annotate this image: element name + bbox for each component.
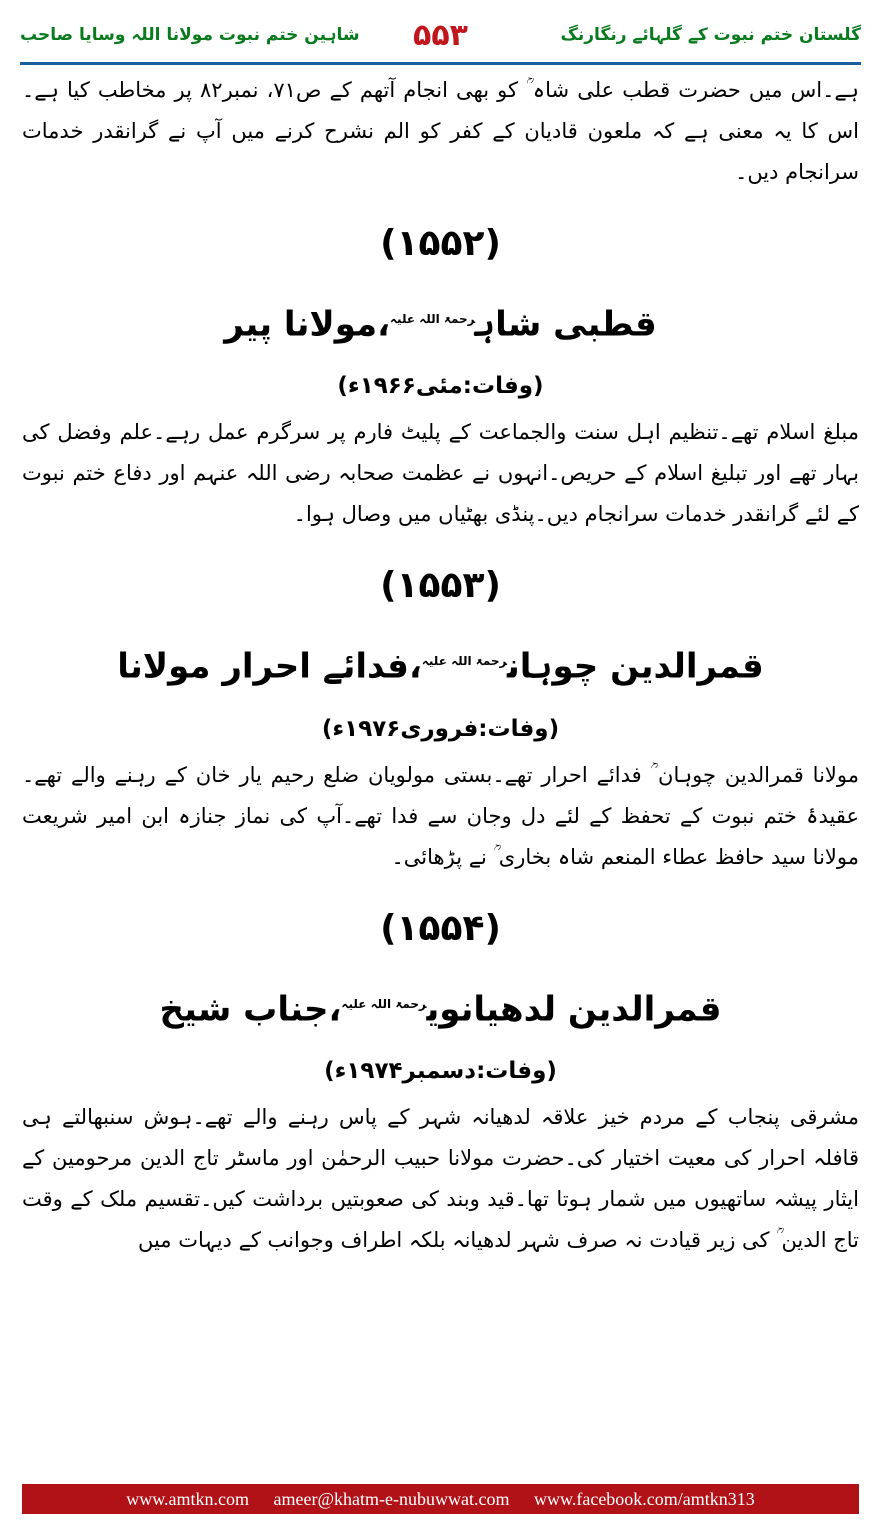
- entry-1554: [22, 906, 859, 1261]
- honorific: رحمۃ اللہ علیہ: [341, 996, 427, 1011]
- entry-number: (۱۵۵۳): [380, 565, 501, 607]
- entry-date: (وفات:مئی۱۹۶۶ء): [337, 373, 544, 400]
- entry-1552: [22, 221, 859, 535]
- page-content: [22, 70, 859, 1261]
- honorific: رحمۃ اللہ علیہ: [421, 654, 507, 669]
- email-link[interactable]: ameer@khatm-e-nubuwwat.com: [273, 1489, 510, 1509]
- entry-text: مبلغ اسلام تھے۔تنظیم اہل سنت والجماعت کے پلیٹ فارم پر سرگرم عمل رہے۔علم وفضل کی بہار تھے اور تبلیغ اسلام کے حریص۔انہوں نے عظمت صحابہ رضی اللہ عنہم اور دفاع ختم نبوت کے لئے گرانقدر خدمات سرانجام دیں۔پنڈی بھٹیاں میں وصال ہوا۔: [22, 420, 859, 527]
- entry-date: (وفات:دسمبر۱۹۷۴ء): [324, 1057, 557, 1084]
- entry-title: [22, 976, 859, 1037]
- page-header: [20, 18, 861, 58]
- facebook-link[interactable]: www.facebook.com/amtkn313: [534, 1489, 755, 1509]
- footer-bar: [22, 1484, 859, 1514]
- entry-name: قمرالدین لدھیانوی: [426, 988, 722, 1029]
- author-title: شاہین ختم نبوت مولانا اللہ وسایا صاحب: [20, 25, 360, 45]
- entry-1553: [22, 563, 859, 877]
- book-title: گلستان ختم نبوت کے گلہائے رنگارنگ: [560, 25, 861, 45]
- entry-number: (۱۵۵۲): [380, 223, 501, 264]
- entry-title-rest: ،مولانا پیر: [224, 304, 391, 345]
- page-number: ۵۵۳: [413, 18, 468, 53]
- entry-name: قطبی شاہ: [475, 304, 657, 345]
- header-divider: [20, 62, 861, 65]
- entry-text: مولانا قمرالدین چوہان ؒ فدائے احرار تھے۔بستی مولویان ضلع رحیم یار خان کے رہنے والے تھے۔عقیدۂ ختم نبوت کے تحفظ کے لئے دل وجان سے فدا تھے۔آپ کی نماز جنازہ ابن امیر شریعت مولانا سید حافظ عطاء المنعم شاہ بخاری ؒ نے پڑھائی۔: [22, 762, 859, 869]
- entry-number: (۱۵۵۴): [380, 907, 501, 949]
- entry-name: قمرالدین چوہان: [506, 646, 764, 687]
- entry-title-rest: ،فدائے احرار مولانا: [117, 646, 422, 687]
- entry-date: (وفات:فروری۱۹۷۶ء): [321, 715, 560, 742]
- entry-text: مشرقی پنجاب کے مردم خیز علاقہ لدھیانہ شہر کے پاس رہنے والے تھے۔ہوش سنبھالتے ہی قافلہ احرار کی معیت اختیار کی۔حضرت مولانا حبیب الرحمٰن اور ماسٹر تاج الدین مرحومین کے ایثار پیشہ ساتھیوں میں شمار ہوتا تھا۔قید وبند کی صعوبتیں برداشت کیں۔تقسیم ملک کے وقت تاج الدین ؒ کی زیر قیادت نہ صرف شہر لدھیانہ بلکہ اطراف وجوانب کے دیہات میں: [22, 1104, 859, 1252]
- intro-paragraph: ہے۔اس میں حضرت قطب علی شاہ ؒ کو بھی انجام آتھم کے ص۷۱، نمبر۸۲ پر مخاطب کیا ہے۔اس کا یہ معنی ہے کہ ملعون قادیان کے کفر کو الم نشرح کرنے میں آپ نے گرانقدر خدمات سرانجام دیں۔: [22, 78, 859, 184]
- website-link[interactable]: www.amtkn.com: [126, 1489, 250, 1509]
- entry-title: [22, 633, 859, 694]
- entry-title: [22, 291, 859, 352]
- honorific: رحمۃ اللہ علیہ: [390, 312, 476, 326]
- entry-title-rest: ،جناب شیخ: [159, 988, 342, 1029]
